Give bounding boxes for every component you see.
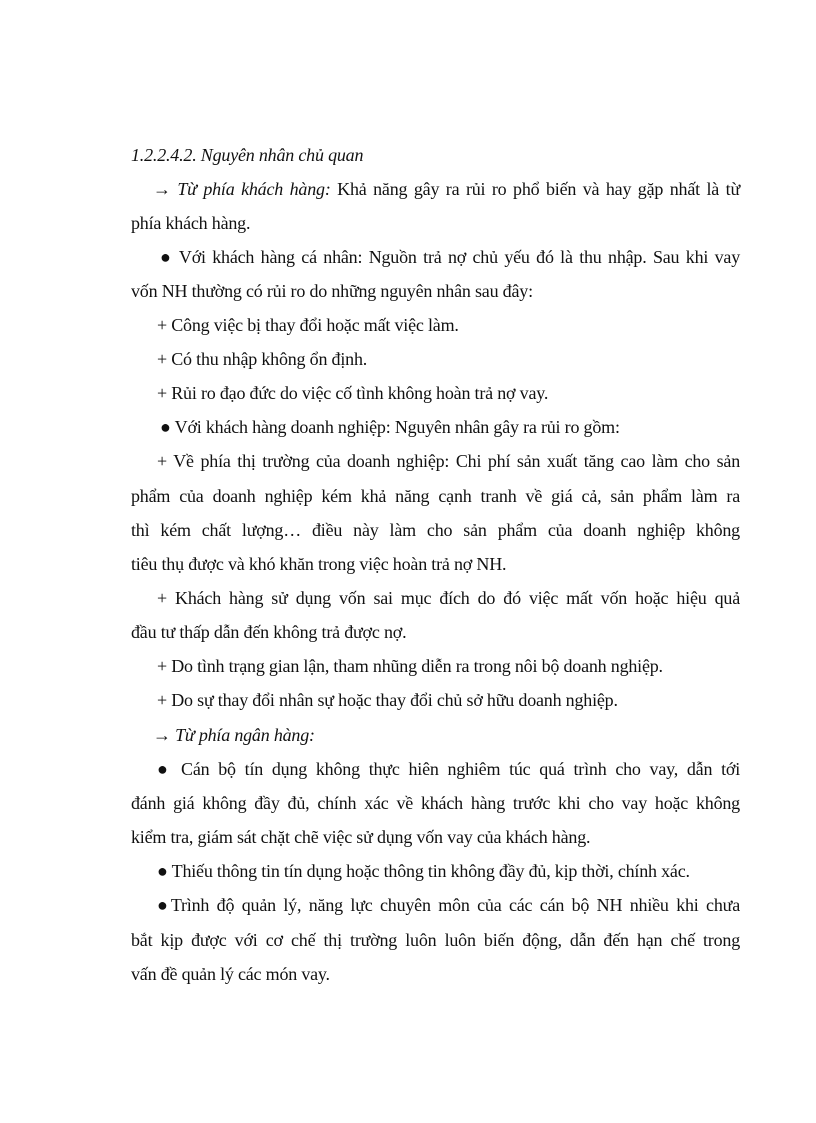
customer-side-intro-text: Khả năng gây ra rủi ro phổ biến và hay gặp nhất là từ bbox=[330, 179, 740, 199]
section-heading: 1.2.2.4.2. Nguyên nhân chủ quan bbox=[131, 145, 364, 165]
individual-reason-item: + Công việc bị thay đổi hoặc mất việc làm. bbox=[157, 315, 459, 335]
individual-customer-line-2: vốn NH thường có rủi ro do những nguyên nhân sau đây: bbox=[131, 281, 533, 301]
bank-management-line: ●Trình độ quản lý, năng lực chuyên môn của các cán bộ NH nhiều khi chưa bbox=[157, 895, 740, 915]
bank-information-line: ● Thiếu thông tin tín dụng hoặc thông tin không đầy đủ, kịp thời, chính xác. bbox=[157, 861, 690, 881]
individual-customer-line-1: ● Với khách hàng cá nhân: Nguồn trả nợ chủ yếu đó là thu nhập. Sau khi vay bbox=[160, 247, 740, 267]
bank-credit-officer-line: ● Cán bộ tín dụng không thực hiên nghiêm túc quá trình cho vay, dẫn tới bbox=[157, 759, 740, 779]
customer-side-intro-line-1 bbox=[153, 178, 740, 200]
bank-management-line: vấn đề quản lý các món vay. bbox=[131, 964, 330, 984]
individual-reason-item: + Có thu nhập không ổn định. bbox=[157, 349, 368, 369]
bank-credit-officer-line: kiểm tra, giám sát chặt chẽ việc sử dụng vốn vay của khách hàng. bbox=[131, 827, 591, 847]
business-personnel-line: + Do sự thay đổi nhân sự hoặc thay đổi chủ sở hữu doanh nghiệp. bbox=[157, 690, 618, 710]
business-market-line: + Về phía thị trường của doanh nghiệp: Chi phí sản xuất tăng cao làm cho sản bbox=[157, 451, 740, 471]
bank-side-label: → Từ phía ngân hàng: bbox=[153, 725, 315, 745]
bank-management-line: bắt kịp được với cơ chế thị trường luôn luôn biến động, dẫn đến hạn chế trong bbox=[131, 930, 740, 950]
business-market-line: thì kém chất lượng… điều này làm cho sản phẩm của doanh nghiệp không bbox=[131, 520, 740, 540]
customer-side-intro-line-2: phía khách hàng. bbox=[131, 213, 251, 233]
individual-reason-item: + Rủi ro đạo đức do việc cố tình không hoàn trả nợ vay. bbox=[157, 383, 549, 403]
bank-credit-officer-line: đánh giá không đầy đủ, chính xác về khách hàng trước khi cho vay hoặc không bbox=[131, 793, 740, 813]
business-customer-line: ● Với khách hàng doanh nghiệp: Nguyên nhân gây ra rủi ro gồm: bbox=[160, 417, 620, 437]
business-fraud-line: + Do tình trạng gian lận, tham nhũng diễn ra trong nôi bộ doanh nghiệp. bbox=[157, 656, 663, 676]
business-misuse-line: + Khách hàng sử dụng vốn sai mục đích do đó việc mất vốn hoặc hiệu quả bbox=[157, 588, 740, 608]
business-market-line: phẩm của doanh nghiệp kém khả năng cạnh tranh về giá cả, sản phẩm làm ra bbox=[131, 486, 740, 506]
business-misuse-line: đầu tư thấp dẫn đến không trả được nợ. bbox=[131, 622, 407, 642]
business-market-line: tiêu thụ được và khó khăn trong việc hoàn trả nợ NH. bbox=[131, 554, 507, 574]
customer-side-label: → Từ phía khách hàng: bbox=[153, 179, 331, 199]
